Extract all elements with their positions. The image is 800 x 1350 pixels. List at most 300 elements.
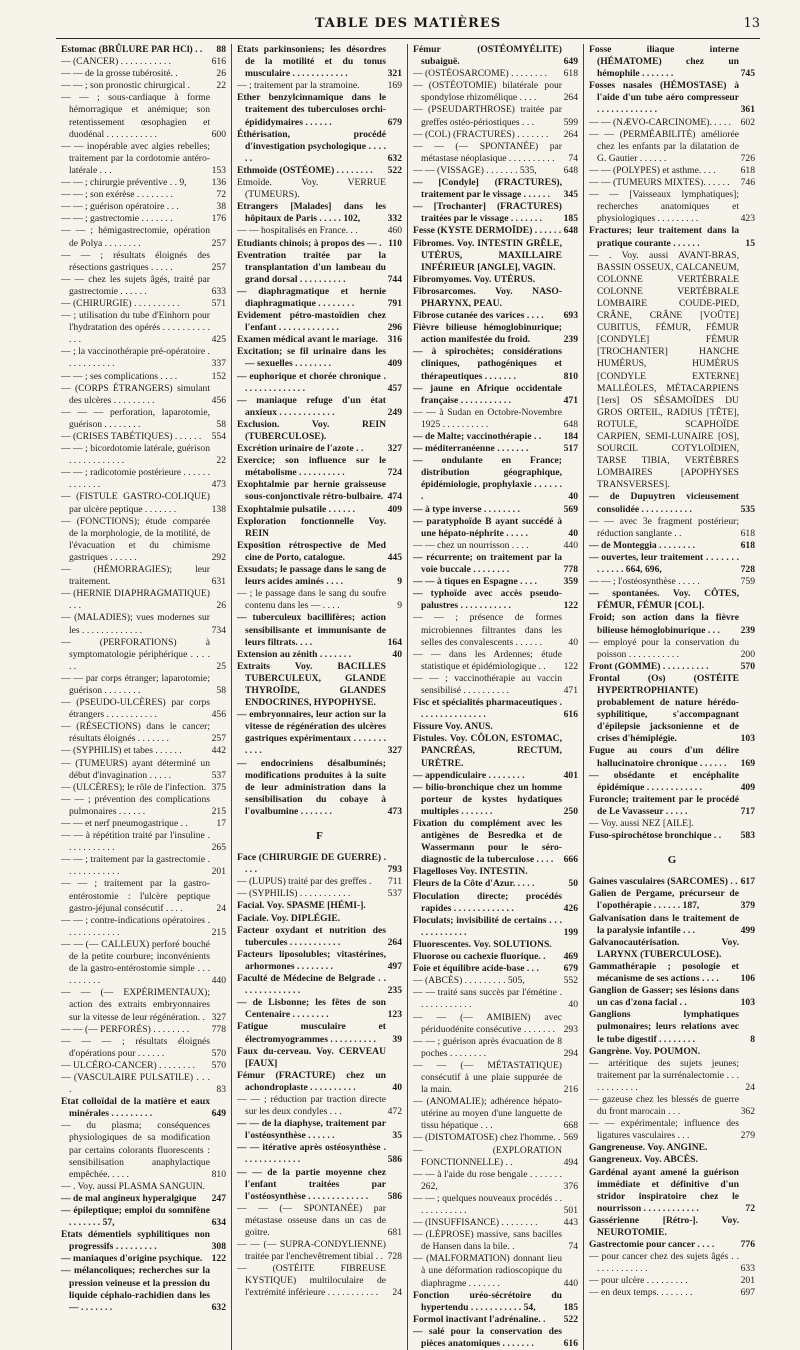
index-entry [61,1120,226,1180]
index-entry [237,286,402,310]
entry-text: — — ; son exérèse . . . . . . . . [61,189,173,201]
entry-text: — — chez les sujets âgés, traité par gastrectomie . . . . . . [61,273,210,297]
entry-text: — — à Sudan en Octobre-Novembre 1925 . . . . . . . . . . [413,406,562,430]
index-entry [237,876,402,888]
index-entry [413,238,578,274]
entry-page-number: 215 [211,805,226,817]
entry-text: — — ; contre-indications opératoires . . . . . . . . . . . . [61,914,210,938]
index-entry [61,201,226,213]
entry-text: Face (CHIRURGIE DE GUERRE) . . . . [237,852,386,876]
entry-text: Fosse iliaque interne (HÉMATOME) chez un hémophile . . . . . . . [589,44,739,80]
entry-text: — (ULCÈRES); le rôle de l'infection. [61,781,207,793]
entry-text: — ULCÉRO-CANCER) . . . . . . . . [61,1059,196,1071]
entry-page-number: 679 [563,963,578,975]
entry-text: — — ; guérison opératoire . . . [61,201,179,213]
entry-text: — — ; chirurgie préventive . . 9, [61,177,187,189]
index-entry [589,129,755,165]
entry-text: — — (— SPONTANÉE) par métastase osseuse dans un cas de goitre. [237,1202,386,1238]
entry-page-number: 440 [563,1277,578,1289]
index-entry [589,1167,755,1215]
entry-text: Fièvre bilieuse hémoglobinurique; action manifestée du froid. [413,322,562,346]
entry-page-number: 106 [740,973,755,985]
entry-text: — (RÉSECTIONS) dans le cancer; résultats éloignés . . . . . . . [61,721,210,745]
entry-page-number: 153 [211,164,226,176]
index-entry [61,407,226,431]
entry-page-number: 401 [563,769,578,781]
entry-page-number: 35 [392,1130,402,1142]
index-entry [61,177,226,189]
entry-text: — — ; l'ostéosynthèse . . . . . [589,576,700,588]
index-entry [237,997,402,1021]
index-entry [61,383,226,407]
index-entry [413,68,578,80]
entry-page-number: 778 [563,564,578,576]
entry-page-number: 535 [740,503,755,515]
index-entry [237,1070,402,1094]
entry-text: — . Voy. aussi PLASMA SANGUIN. [61,1180,206,1192]
entry-page-number: 570 [211,1059,226,1071]
index-entry [61,346,226,370]
entry-text: Fixation du complément avec les antigènes de Besredka et de Wassermann pour le séro-diagnostic de la tuberculose . . . . [413,818,562,866]
index-entry [237,250,402,286]
index-entry [237,310,402,334]
entry-text: — — de la partie moyenne chez l'enfant traitées par l'ostéosynthèse . . . . . . . . . . . . . [237,1166,386,1202]
index-entry [61,564,226,588]
index-entry [589,540,755,552]
entry-page-number: 110 [388,237,402,249]
index-entry [589,961,755,985]
index-entry [413,1326,578,1350]
index-entry [413,346,578,382]
entry-text: Furoncle; traitement par le procédé de Le Vavasseur . . . . . [589,793,739,817]
entry-text: Flagelloses Voy. INTESTIN. [413,866,528,878]
entry-text: — — inopérable avec algies rebelles; traitement par la cordotomie antéro-latérale . . . [61,140,210,176]
entry-page-number: 184 [563,431,578,442]
entry-page-number: 499 [740,924,755,936]
entry-text: — ; la vaccinothérapie pré-opératoire . . . . . . . . . . . [61,346,210,370]
entry-text: Fibromyomes. Voy. UTÉRUS. [413,273,536,285]
entry-text: Exploration fonctionnelle Voy. REIN [237,515,386,539]
entry-page-number: 50 [568,878,578,890]
entry-text: Exercice; son influence sur le métabolisme . . . . . . . . . . [237,455,386,479]
entry-text: — — ; prévention des complications pulmonaires . . . . . . [61,793,210,817]
index-entry [61,431,226,443]
index-entry [589,661,755,673]
entry-page-number: 460 [387,225,402,237]
entry-text: Exsudats; le passage dans le sang de leurs acides aminés . . . . [237,564,386,588]
entry-text: — — itérative après ostéosynthèse . . . . . . . . . . . . . [237,1142,386,1166]
entry-page-number: 257 [211,261,226,273]
index-entry [413,1193,578,1217]
entry-text: — ; traitement par la stramoine. [237,80,360,92]
entry-page-number: 648 [563,225,578,237]
entry-page-number: 122 [563,600,578,612]
entry-page-number: 649 [211,1108,226,1120]
index-entry [61,44,226,56]
index-entry [413,201,578,225]
entry-page-number: 632 [387,152,402,164]
index-entry [589,888,755,912]
entry-page-number: 793 [387,864,402,876]
index-entry [413,576,578,588]
entry-text: — — par corps étranger; laparotomie; guérison . . . . . . . . [61,672,210,696]
entry-text: Floculats; invisibilité de certains . . . . . . . . . . . . . [413,914,562,938]
entry-text: Fémur (OSTÉOMYÉLITE) subaiguë. [413,44,562,68]
entry-text: — (FONCTIONS); étude comparée de la morphologie, de la motilité, de l'évacuation et du chimisme gastriques . . . . . . [61,515,210,563]
index-entry [589,1287,755,1299]
entry-text: Exophtalmie par hernie graisseuse sous-conjonctivale rétro-bulbaire. [237,479,386,503]
entry-text: — — ; quelques nouveaux procédés . . . . . . . . . . . . [413,1192,562,1216]
entry-text: — spontanées. Voy. CÔTES, FÉMUR, FÉMUR [COL]. [589,588,739,612]
index-entry [237,649,402,661]
entry-text: — — et nerf pneumogastrique . . [61,818,188,829]
index-entry [237,758,402,818]
entry-page-number: 618 [740,527,755,539]
index-entry [413,455,578,503]
index-entry [589,830,755,842]
entry-text: Gammathérapie ; posologie et mécanisme de ses actions . . . . [589,960,739,985]
index-entry [237,1142,402,1166]
entry-page-number: 745 [740,68,755,80]
entry-page-number: 9 [397,600,402,612]
page-number: 13 [743,16,760,31]
entry-page-number: 501 [563,1205,578,1216]
entry-text: — tuberculeux bacillifères; action sensibilisante et immunisante de leurs filtrats. . . . [237,612,386,648]
index-entry [413,1169,578,1193]
entry-page-number: 264 [563,128,578,140]
entry-text: — pour cancer chez des sujets âgés . . . . . . . . . . . . . [589,1251,739,1275]
index-entry [589,1239,755,1251]
index-entry [237,588,402,612]
index-entry [237,419,402,443]
entry-page-number: 632 [211,1301,226,1313]
entry-text: — — (— SUPRA-CONDYLIENNE) traitée par l'enchevêtrement tibial . . [237,1239,386,1263]
entry-page-number: 176 [211,213,226,225]
entry-page-number: 58 [216,418,226,430]
entry-page-number: 164 [387,636,402,648]
entry-text: — — expérimentale; influence des ligatures vasculaires . . . [589,1118,739,1142]
index-entry [237,1203,402,1239]
entry-page-number: 375 [211,781,226,793]
entry-page-number: 445 [387,551,402,563]
entry-text: Evidement pétro-mastoïdien chez l'enfant . . . . . . . . . . . . . [237,310,386,334]
entry-text: — maniaques d'origine psychique. [61,1253,203,1265]
entry-page-number: 293 [563,1023,578,1035]
entry-text: Fibrose cutanée des varices . . . . [413,310,544,322]
entry-page-number: 791 [387,297,402,309]
entry-text: — [Trochanter] (FRACTURES) traitées par le vissage . . . . . . . [413,201,562,225]
index-entry [413,951,578,963]
entry-text: Fleurs de la Côte d'Azur. . . . . [413,878,535,890]
index-entry [61,794,226,818]
index-entry [589,818,755,830]
entry-page-number: 473 [211,479,226,491]
index-entry [413,987,578,1011]
index-entry [589,250,755,492]
entry-text: — épileptique; emploi du somnifène . . . . . . . 57, [61,1205,210,1229]
index-entry [413,673,578,697]
index-entry [237,1046,402,1070]
entry-page-number: 40 [568,636,578,648]
entry-page-number: 247 [211,1192,226,1204]
index-entry [589,576,755,588]
page-header [56,8,760,39]
index-entry [237,661,402,709]
entry-text: — — ; résultats éloignés des résections gastriques . . . . . [61,249,210,273]
index-entry [237,346,402,370]
index-entry [237,80,402,92]
index-entry [61,697,226,721]
entry-page-number: 494 [563,1156,578,1168]
entry-page-number: 38 [216,201,226,213]
index-entry [413,770,578,782]
entry-text: Fibrosarcomes. Voy. NASO-PHARYNX, PEAU. [413,285,562,309]
entry-text: — — de la grosse tubérosité. . [61,68,178,80]
index-entry [589,1275,755,1287]
entry-page-number: 443 [563,1217,578,1229]
index-entry [413,286,578,310]
index-entry [61,1036,226,1060]
entry-page-number: 666 [563,854,578,866]
index-entry [237,443,402,455]
entry-text: — (VASCULAIRE PULSATILE) . . . . [61,1071,210,1096]
entry-page-number: 327 [211,1011,226,1023]
index-entry [413,866,578,878]
index-entry [413,431,578,443]
index-entry [589,80,755,116]
index-entry [237,900,402,912]
index-entry [413,310,578,322]
entry-text: — méditerranéenne . . . . . . . [413,443,529,455]
entry-page-number: 9 [397,576,402,588]
entry-page-number: 122 [563,660,578,672]
index-column-1 [56,44,232,1350]
entry-page-number: 472 [387,1106,402,1118]
index-entry [589,637,755,661]
entry-text: Eventration traitée par la transplantation d'un lambeau du grand dorsal . . . . . . . . . . [237,249,386,285]
index-entry [237,949,402,973]
entry-page-number: 409 [387,503,402,515]
entry-text: — (ABCÈS) . . . . . . . . . 505, [413,975,525,987]
index-entry [61,56,226,68]
entry-text: Gangreneux. Voy. ABCÈS. [589,1154,698,1166]
entry-page-number: 361 [740,104,755,116]
entry-page-number: 376 [563,1180,578,1192]
index-entry [61,310,226,346]
entry-page-number: 201 [211,866,226,878]
entry-text: Ether benzylcinnamique dans le traitement des tuberculoses orchi-épididymaires . . . . . . [237,92,386,128]
entry-page-number: 17 [216,818,226,829]
entry-text: — bilio-bronchique chez un homme porteur de kystes hydatiques multiples . . . . . . . [413,781,562,817]
entry-page-number: 379 [740,900,755,912]
index-columns [56,44,760,1350]
entry-text: — — ; vaccinothérapie au vaccin sensibilisé . . . . . . . . . . [413,672,562,696]
entry-text: Fibromes. Voy. INTESTIN GRÊLE, UTÉRUS, MAXILLAIRE INFÉRIEUR [ANGLE], VAGIN. [413,237,562,273]
entry-text: — (OSTÉITE FIBREUSE KYSTIQUE) multiloculaire de l'extrémité inférieure . . . . . . . . . . . [237,1263,386,1299]
entry-text: — . Voy. aussi AVANT-BRAS, BASSIN OSSEUX, CALCANEUM, COLONNE VERTÉBRALE COLONNE VERTÉBRALE LOMBAIRE COUDE-PIED, CRÂNE, CRÂNE [VOÛTE] CUBITUS, FÉMUR, FÉMUR [CONDYLE] FÉMUR [TROCHANTER] HANCHE HUMÉRUS, HUMÉRUS [CONDYLE EXTERNE] MALLÉOLES, MÉTACARPIENS [1ers] OS SÉSAMOÏDES DU GROS ORTEIL, RADIUS [TÊTE], ROTULE, SCAPHOÏDE CARPIEN, SEMI-LUNAIRE [OS], SOURCIL COTYLOÏDIEN, TARSE TIBIA, VERTÈBRES LOMBAIRES [APOPHYSES TRANSVERSES]. [589,249,739,491]
entry-page-number: 72 [216,189,226,201]
entry-page-number: 327 [387,443,402,455]
entry-page-number: 617 [740,876,755,888]
index-entry [61,637,226,673]
index-entry [589,1215,755,1239]
index-entry [413,552,578,576]
entry-text: Facial. Voy. SPASME [HÉMI-]. [237,900,366,912]
index-entry [237,888,402,900]
entry-page-number: 185 [563,213,578,225]
entry-page-number: 586 [387,1154,402,1166]
running-title: TABLE DES MATIÈRES [314,16,502,31]
index-entry [589,1251,755,1275]
entry-text: Ganglions lymphatiques pulmonaires; leurs relations avec le tube digestif . . . . . . . . [589,1009,739,1045]
entry-page-number: 264 [387,936,402,948]
entry-page-number: 726 [740,152,755,164]
index-entry [237,973,402,997]
entry-page-number: 279 [740,1130,755,1142]
index-entry [589,1118,755,1142]
index-entry [589,876,755,888]
entry-text: Estomac (BRÛLURE PAR HCl) . . [61,44,203,55]
entry-page-number: 24 [745,1081,755,1093]
entry-text: Gaines vasculaires (SARCOMES) . . [589,876,738,888]
entry-text: — — — ; résultats éloignés d'opérations pour . . . . . . [61,1035,210,1059]
index-entry [589,770,755,794]
index-entry [61,68,226,80]
entry-text: — de Lisbonne; les fêtes de son Centenaire . . . . . . . . [237,997,386,1021]
index-entry [413,1145,578,1169]
entry-text: — — avec 3e fragment postérieur; réduction sanglante . . [589,515,739,539]
entry-text: — — chez un nourrisson . . . . [413,539,529,551]
index-entry [413,165,578,177]
entry-page-number: 711 [387,876,402,888]
entry-text: — (CANCER) . . . . . . . . . . . [61,56,172,68]
entry-page-number: 83 [216,1084,226,1096]
entry-page-number: 717 [740,805,755,817]
entry-text: Faciale. Voy. DIPLÉGIE. [237,912,341,924]
entry-text: — — ; sous-cardiaque à forme hémorragique et anémique; son retentissement œsophagien et duodénal . . . . . . . . . . . [61,92,210,140]
entry-text: — (TUMEURS) ayant déterminé un début d'invagination . . . . . [61,757,210,781]
entry-page-number: 810 [563,370,578,382]
entry-text: — — ; radicotomie postérieure . . . . . . . . . . . . . [61,467,210,491]
index-entry [61,371,226,383]
index-entry [61,1193,226,1205]
entry-text: — (PSEUDARTHROSE) traitée par greffes ostéo-périostiques . . . [413,104,562,128]
entry-text: — — (POLYPES) et asthme. . . . [589,164,716,176]
entry-text: — — ; traitement par la gastrectomie . . . . . . . . . . . . [61,854,210,878]
index-entry [413,129,578,141]
entry-page-number: 457 [387,382,402,394]
entry-text: — — de la diaphyse, traitement par l'ostéosynthèse . . . . . . [237,1118,386,1142]
entry-text: Floculation directe; procédés rapides . . . . . . . . . . . . . [413,890,562,914]
entry-text: Fissure Voy. ANUS. [413,721,493,733]
entry-page-number: 200 [740,648,755,660]
index-entry [61,1181,226,1193]
index-entry [413,588,578,612]
entry-text: — (COL) (FRACTURES) . . . . . . . [413,128,549,140]
entry-page-number: 39 [392,1033,402,1045]
entry-text: — de Malte; vaccinothérapie . . [413,431,542,442]
entry-page-number: 631 [211,576,226,588]
entry-page-number: 586 [387,1190,402,1202]
index-entry [589,588,755,612]
entry-text: — (CORPS ÉTRANGERS) simulant des ulcères . . . . . . . . . [61,382,210,406]
index-entry [589,552,755,576]
entry-page-number: 616 [563,709,578,721]
entry-text: — (DISTOMATOSE) chez l'homme. . [413,1132,561,1144]
entry-page-number: 103 [740,733,755,745]
entry-text: Front (GOMME) . . . . . . . . . . [589,660,709,672]
entry-text: Galien de Pergame, précurseur de l'opothérapie . . . . . . 187, [589,888,739,912]
entry-text: — (EXPLORATION FONCTIONNELLE) . . [413,1144,562,1168]
index-entry [61,516,226,564]
entry-page-number: 583 [740,830,755,842]
index-entry [61,225,226,249]
index-entry [237,564,402,588]
entry-page-number: 469 [563,951,578,963]
entry-page-number: 648 [563,418,578,430]
index-entry [61,467,226,491]
entry-text: Foie et équilibre acide-base . . . [413,963,539,975]
index-entry [413,915,578,939]
entry-text: — — (— PERFORÉS) . . . . . . . . [61,1023,190,1035]
index-entry [413,818,578,866]
entry-text: Fémur (FRACTURE) chez un achondroplaste . . . . . . . . . . [237,1069,386,1093]
entry-page-number: 409 [387,358,402,370]
entry-text: Etmoïde. Voy. VERRUE (TUMEURS). [237,177,386,201]
entry-page-number: 554 [211,431,226,442]
index-entry [61,758,226,782]
index-entry [413,225,578,237]
index-entry [589,985,755,1009]
entry-text: Gassérienne [Rétro-]. Voy. NEUROTOMIE. [589,1214,739,1238]
entry-text: Fuso-spirochétose bronchique . . [589,830,722,842]
entry-page-number: 26 [216,68,226,80]
index-entry [61,745,226,757]
entry-text: — (OSTÉOTOMIE) bilatérale pour spondylose rhizomélique . . . . [413,80,562,104]
entry-page-number: 602 [740,116,755,128]
entry-text: Éthérisation, procédé d'investigation psychologique . . . . . . [237,128,386,164]
index-entry [61,878,226,914]
index-entry [413,733,578,769]
entry-text: — (ANOMALIE); adhérence hépato-utérine au moyen d'une languette de tissu hépatique . . . [413,1096,562,1132]
index-entry [413,322,578,346]
entry-text: — — à l'aide du rose bengale . . . . . . . 262, [413,1168,562,1192]
index-entry [413,612,578,648]
entry-page-number: 697 [740,1287,755,1299]
section-letter: G [667,854,677,867]
entry-text: Ethmoïde (OSTÉOME) . . . . . . . . [237,164,373,176]
index-entry [237,371,402,395]
entry-page-number: 26 [216,600,226,612]
index-entry [237,238,402,250]
entry-text: — — — perforation, laparotomie, guérison . . . . . . . . [61,406,210,430]
entry-text: Fluorose ou cachexie fluorique. . [413,951,546,963]
index-column-3 [408,44,584,1350]
entry-page-number: 600 [211,128,226,140]
entry-text: Extension au zénith . . . . . . . [237,648,352,660]
entry-page-number: 648 [563,164,578,176]
index-entry [61,1072,226,1096]
entry-page-number: 22 [216,80,226,92]
index-entry [589,937,755,961]
entry-page-number: 497 [387,960,402,972]
index-entry [413,939,578,951]
entry-text: — — ; ses complications . . . . [61,370,178,382]
entry-page-number: 249 [387,406,402,418]
index-entry [61,298,226,310]
entry-text: — — dans les Ardennes; étude statistique et épidémiologique . . [413,648,562,672]
entry-page-number: 456 [211,709,226,721]
